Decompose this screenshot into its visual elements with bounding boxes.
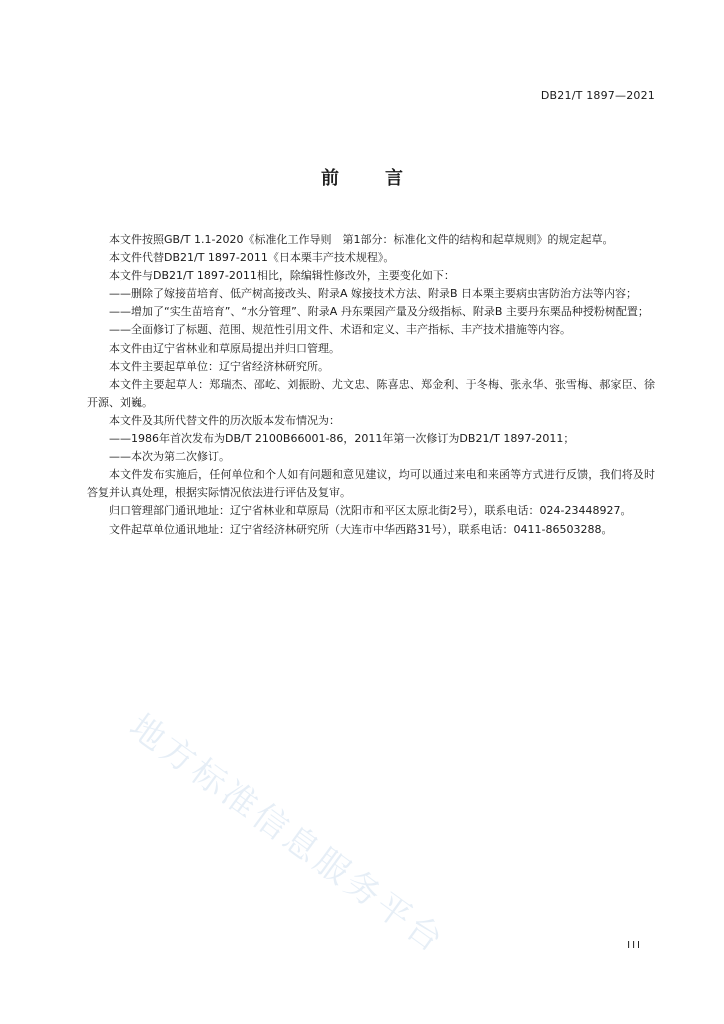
paragraph: 文件起草单位通讯地址：辽宁省经济林研究所（大连市中华西路31号），联系电话：0411-86503288。 [109, 522, 613, 536]
watermark: 地方标准信息服务平台 [121, 706, 453, 963]
paragraph: 本文件与DB21/T 1897-2011相比，除编辑性修改外，主要变化如下： [109, 269, 455, 283]
paragraph: 本文件由辽宁省林业和草原局提出并归口管理。 [109, 341, 340, 355]
paragraph: 本文件发布实施后，任何单位和个人如有问题和意见建议，均可以通过来电和来函等方式进行反馈，我们将及时答复并认真处理，根据实际情况依法进行评估及复审。 [87, 468, 655, 500]
paragraph: ——删除了嫁接苗培育、低产树高接改头、附录A 嫁接技术方法、附录B 日本栗主要病虫害防治方法等内容； [109, 287, 638, 301]
paragraph: ——全面修订了标题、范围、规范性引用文件、术语和定义、丰产指标、丰产技术措施等内容。 [109, 323, 571, 337]
paragraph: 归口管理部门通讯地址：辽宁省林业和草原局（沈阳市和平区太原北街2号），联系电话：024-23448927。 [109, 504, 632, 518]
paragraph: 本文件代替DB21/T 1897-2011《日本栗丰产技术规程》。 [109, 251, 395, 265]
page-number: III [627, 940, 642, 951]
page-title: 前 言 [321, 168, 417, 189]
paragraph: ——1986年首次发布为DB/T 2100B66001-86，2011年第一次修订为DB21/T 1897-2011； [109, 432, 575, 446]
paragraph: ——本次为第二次修订。 [109, 450, 230, 464]
standard-code: DB21/T 1897—2021 [540, 89, 655, 102]
paragraph: ——增加了“实生苗培育”、“水分管理”、附录A 丹东栗园产量及分级指标、附录B 主要丹东栗品种授粉树配置； [109, 305, 649, 319]
paragraph: 本文件主要起草人：郑瑞杰、邵屹、刘振盼、尤文忠、陈喜忠、郑金利、于冬梅、张永华、张雪梅、郝家臣、徐开源、刘巍。 [87, 377, 655, 409]
document-body [87, 231, 655, 539]
paragraph: 本文件及其所代替文件的历次版本发布情况为： [109, 413, 340, 427]
paragraph: 本文件主要起草单位：辽宁省经济林研究所。 [109, 359, 329, 373]
paragraph: 本文件按照GB/T 1.1-2020《标准化工作导则 第1部分：标准化文件的结构和起草规则》的规定起草。 [109, 233, 614, 246]
